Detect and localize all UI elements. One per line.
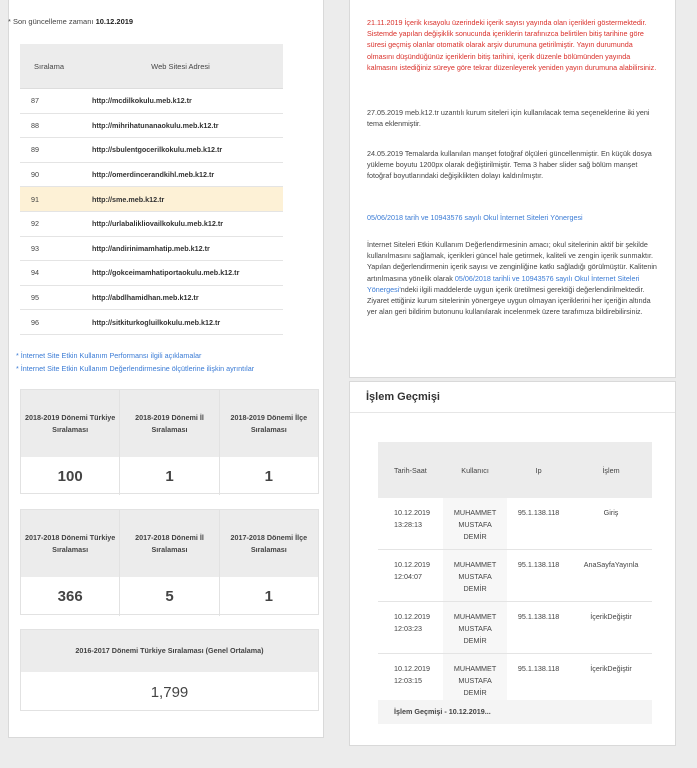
history-row <box>378 550 652 602</box>
rank-cell: 94 <box>20 261 78 286</box>
announcement-photo-size: 24.05.2019 Temalarda kullanılan manşet fotoğraf ölçüleri güncellenmiştir. En küçük dosya yükleme boyutu 1200px olarak değiştirilmiştir. Tema 3 haber slider sağ bölüm manşet fotoğraf boyutlarındaki değişiklikten dolayı kaldırılmıştır. <box>367 149 652 181</box>
ranking-row <box>20 310 283 335</box>
history-action-cell: İçerikDeğiştir <box>570 654 652 706</box>
history-time: 12:03:23 <box>394 624 422 633</box>
history-ip-cell: 95.1.138.118 <box>507 498 570 550</box>
history-action-cell: İçerikDeğiştir <box>570 602 652 654</box>
history-user-line: DEMİR <box>463 688 487 697</box>
stat-header-il: 2018-2019 Dönemi İl Sıralaması <box>120 390 219 457</box>
history-user-line: MUSTAFA <box>458 520 492 529</box>
history-header-ip: Ip <box>507 442 570 498</box>
stat-value-il: 5 <box>120 577 219 616</box>
url-cell[interactable]: http://sme.meb.k12.tr <box>78 187 283 212</box>
stats-2017-2018 <box>20 509 319 615</box>
history-title: İşlem Geçmişi <box>366 391 440 403</box>
last-update-label: * Son güncelleme zamanı <box>8 17 94 26</box>
history-header-user: Kullanıcı <box>443 442 507 498</box>
rank-header: Sıralama <box>20 44 78 89</box>
evaluation-text-1: İnternet Siteleri Etkin Kullanım Değerlendirmesinin amacı; okul sitelerinin aktif bir şekilde kullanılmasını sağlamak, içerikleri güncel hale getirmek, kaliteli ve zengin içerik sunmaktır. Yapılan değerlendirmenin içerik sayısı ve zenginliğine katkı sağladığı görülmüştür. Kalitenin artırılmasına yönelik olarak <box>367 240 657 283</box>
stat-value-turkiye: 366 <box>21 577 120 616</box>
history-user-line: MUSTAFA <box>458 676 492 685</box>
last-update-value: 10.12.2019 <box>95 17 134 26</box>
history-ip-cell: 95.1.138.118 <box>507 550 570 602</box>
ranking-row <box>20 138 283 163</box>
announcement-themes: 27.05.2019 meb.k12.tr uzantılı kurum siteleri için kullanılacak tema seçeneklerine iki yeni tema eklenmiştir. <box>367 108 650 129</box>
ranking-row <box>20 162 283 187</box>
history-header-date: Tarih-Saat <box>378 442 443 498</box>
rank-cell: 89 <box>20 138 78 163</box>
rank-cell: 91 <box>20 187 78 212</box>
evaluation-directive-link[interactable]: 05/06/2018 tarihli ve 10943576 sayılı Okul İnternet Siteleri Yönergesi' <box>367 273 640 294</box>
ranking-table <box>20 44 283 335</box>
url-cell[interactable]: http://mcdilkokulu.meb.k12.tr <box>78 89 283 114</box>
history-user-line: DEMİR <box>463 584 487 593</box>
history-user-cell <box>443 654 507 706</box>
history-user-line: MUHAMMET <box>453 560 497 569</box>
ranking-row <box>20 113 283 138</box>
history-date: 10.12.2019 <box>394 560 430 569</box>
url-cell[interactable]: http://urlabalikliovailkokulu.meb.k12.tr <box>78 211 283 236</box>
history-divider <box>350 412 675 413</box>
history-action-cell: Giriş <box>570 498 652 550</box>
rank-cell: 87 <box>20 89 78 114</box>
history-user-line: MUSTAFA <box>458 572 492 581</box>
stats-2018-2019 <box>20 389 319 494</box>
stat-header-ilce: 2017-2018 Dönemi İlçe Sıralaması <box>230 532 308 554</box>
history-date: 10.12.2019 <box>394 664 430 673</box>
stat-header-turkiye: 2018-2019 Dönemi Türkiye Sıralaması <box>21 390 120 457</box>
ranking-row <box>20 211 283 236</box>
url-cell[interactable]: http://gokceimamhatiportaokulu.meb.k12.tr <box>78 261 283 286</box>
criteria-info-link[interactable]: * İnternet Site Etkin Kullanım Değerlendirmesine ölçütlerine ilişkin ayrıntılar <box>16 364 255 373</box>
rank-cell: 88 <box>20 113 78 138</box>
history-header-action: İşlem <box>570 442 652 498</box>
history-ip-cell: 95.1.138.118 <box>507 602 570 654</box>
url-cell[interactable]: http://abdlhamidhan.meb.k12.tr <box>78 285 283 310</box>
history-user-line: MUHAMMET <box>453 664 497 673</box>
history-user-cell <box>443 602 507 654</box>
history-time: 12:04:07 <box>394 572 422 581</box>
history-user-line: MUHAMMET <box>453 508 497 517</box>
rank-cell: 96 <box>20 310 78 335</box>
stat-header-turkiye: 2017-2018 Dönemi Türkiye Sıralaması <box>21 510 120 577</box>
history-date: 10.12.2019 <box>394 612 430 621</box>
last-update <box>8 17 133 26</box>
history-date-cell <box>378 602 443 654</box>
history-row <box>378 498 652 550</box>
stat-value-ilce: 1 <box>264 467 273 485</box>
stat-header-ilce: 2018-2019 Dönemi İlçe Sıralaması <box>230 412 308 434</box>
ranking-row <box>20 187 283 212</box>
history-date-cell <box>378 550 443 602</box>
url-cell[interactable]: http://sitkiturkogluilkokulu.meb.k12.tr <box>78 310 283 335</box>
history-ip-cell: 95.1.138.118 <box>507 654 570 706</box>
ranking-row <box>20 285 283 310</box>
history-user-line: MUSTAFA <box>458 624 492 633</box>
url-cell[interactable]: http://andirinimamhatip.meb.k12.tr <box>78 236 283 261</box>
rank-cell: 93 <box>20 236 78 261</box>
ranking-row <box>20 261 283 286</box>
stat-header-general-average: 2016-2017 Dönemi Türkiye Sıralaması (Genel Ortalama) <box>75 646 264 655</box>
history-user-line: DEMİR <box>463 532 487 541</box>
url-cell[interactable]: http://omerdincerandkihl.meb.k12.tr <box>78 162 283 187</box>
evaluation-text-2: ndeki ilgili maddelerde uygun içerik üretilmesi gerektiği değerlendirilmektedir. Ziyaret ettiğiniz kurum sitelerinin yönergeye uygun olmayan içeriklerini her içeriğin altında yer alan geri bildirim butonunu kullanılarak incelenmek üzere tarafımıza bildirebilirsiniz. <box>367 284 651 317</box>
announcement-content-archive: 21.11.2019 İçerik kısayolu üzerindeki içerik sayısı yayında olan içerikleri göstermektedir. Sistemde yapılan değişiklik sonucunda içeriklerin tarafınızca belirtilen bitiş tarihine göre süresi geçmiş olanlar otomatik olarak arşiv durumuna getirilmiştir. Yayın durumunda olmasını düşündüğünüz içeriklerin bitiş tarihini, içerik düzenle bölümünden yayında kalmasını istediğiniz süreye göre tekrar düzenleyerek yeniden yayın durumuna alabilirsiniz. <box>367 18 657 72</box>
history-user-cell <box>443 498 507 550</box>
history-time: 13:28:13 <box>394 520 422 529</box>
history-table <box>378 442 652 706</box>
url-cell[interactable]: http://mihrihatunanaokulu.meb.k12.tr <box>78 113 283 138</box>
history-user-line: MUHAMMET <box>453 612 497 621</box>
history-date-cell <box>378 654 443 706</box>
history-row <box>378 602 652 654</box>
history-user-cell <box>443 550 507 602</box>
stat-value-ilce: 1 <box>264 588 273 605</box>
history-time: 12:03:15 <box>394 676 422 685</box>
stat-header-il: 2017-2018 Dönemi İl Sıralaması <box>120 510 219 577</box>
history-footer[interactable]: İşlem Geçmişi - 10.12.2019... <box>378 700 652 724</box>
rank-cell: 92 <box>20 211 78 236</box>
history-user-line: DEMİR <box>463 636 487 645</box>
ranking-row <box>20 89 283 114</box>
directive-link[interactable]: 05/06/2018 tarih ve 10943576 sayılı Okul İnternet Siteleri Yönergesi <box>367 213 583 222</box>
performance-info-link[interactable]: * İnternet Site Etkin Kullanım Performansı ilgili açıklamalar <box>16 351 202 360</box>
rank-cell: 90 <box>20 162 78 187</box>
rank-cell: 95 <box>20 285 78 310</box>
announcement-evaluation <box>367 239 659 317</box>
ranking-row <box>20 236 283 261</box>
stat-value-general-average: 1,799 <box>150 683 189 701</box>
history-date-cell <box>378 498 443 550</box>
history-action-cell: AnaSayfaYayınla <box>570 550 652 602</box>
stats-2016-2017 <box>20 629 319 711</box>
stat-value-turkiye: 100 <box>21 457 120 495</box>
stat-value-il: 1 <box>120 457 219 495</box>
history-row <box>378 654 652 706</box>
url-cell[interactable]: http://sbulentgocerilkokulu.meb.k12.tr <box>78 138 283 163</box>
history-date: 10.12.2019 <box>394 508 430 517</box>
url-header: Web Sitesi Adresi <box>78 44 283 89</box>
